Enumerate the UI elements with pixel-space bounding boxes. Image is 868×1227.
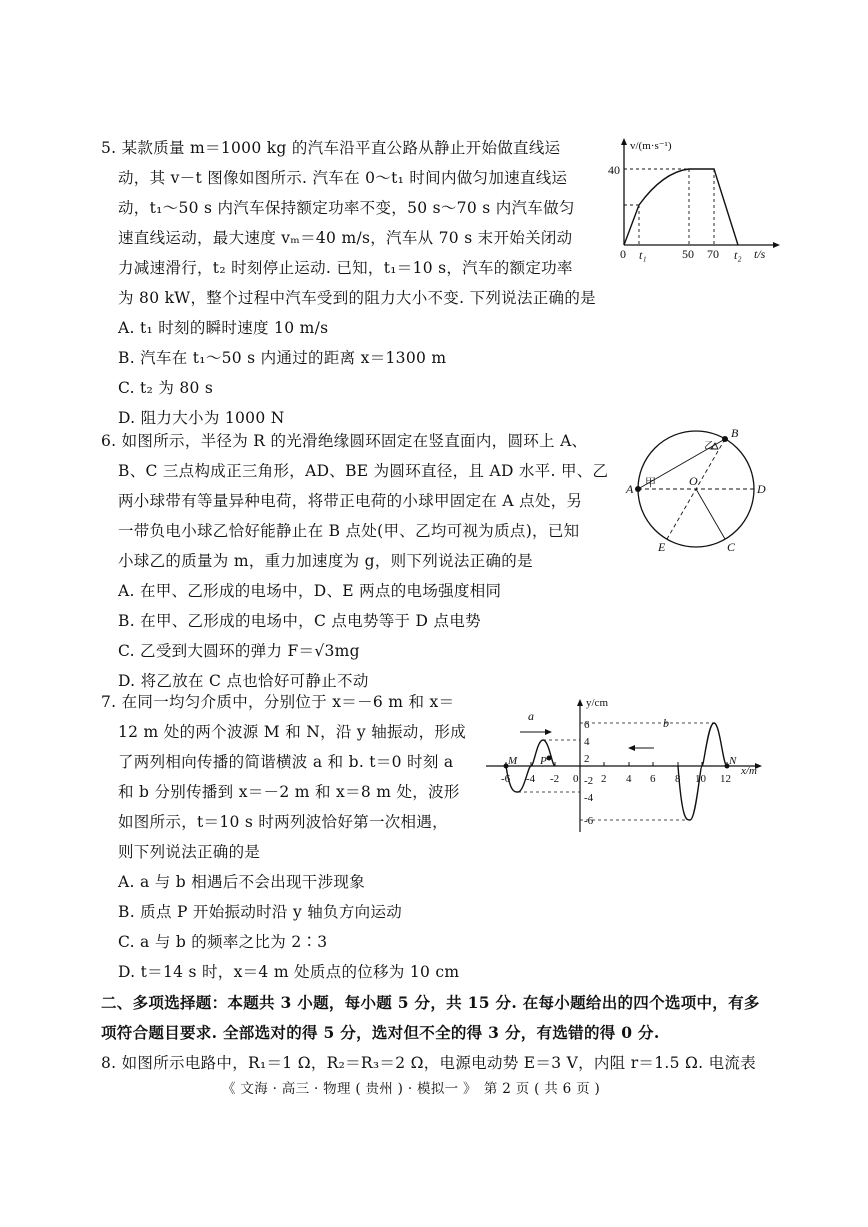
q7-x-tick-4: 4 — [626, 773, 632, 785]
q7-x-tick-neg2: -2 — [550, 773, 560, 785]
section2-heading-line-1: 二、多项选择题：本题共 3 小题，每小题 5 分，共 15 分. 在每小题给出的四个选项中，有多 — [101, 993, 760, 1012]
q5-option-b: B. 汽车在 t₁～50 s 内通过的距离 x＝1300 m — [118, 349, 447, 367]
q7-y-axis-label: y/cm — [586, 697, 608, 709]
q7-option-d: D. t＝14 s 时，x＝4 m 处质点的位移为 10 cm — [118, 963, 460, 981]
q7-label-wave-b: b — [663, 716, 669, 730]
q7-x-tick-neg6: -6 — [501, 773, 511, 785]
q5-vt-curve — [624, 169, 738, 245]
q7-option-c: C. a 与 b 的频率之比为 2∶3 — [118, 933, 328, 951]
q6-label-a: A — [626, 482, 634, 496]
q7-option-a: A. a 与 b 相遇后不会出现干涉现象 — [118, 873, 365, 891]
q7-line-4: 和 b 分别传播到 x＝－2 m 和 x＝8 m 处，波形 — [118, 783, 460, 801]
q7-x-tick-12: 12 — [720, 773, 731, 785]
q7-line-3: 了两列相向传播的简谐横波 a 和 b. t＝0 时刻 a — [118, 753, 454, 771]
q6-option-c: C. 乙受到大圆环的弹力 F＝√3mg — [118, 642, 360, 660]
q7-wave-graph — [482, 690, 772, 838]
q7-y-tick-neg6: -6 — [584, 815, 594, 827]
q5-origin-label: 0 — [620, 247, 626, 261]
q5-vt-graph — [608, 132, 788, 264]
q8-line-1: 8. 如图所示电路中，R₁＝1 Ω，R₂＝R₃＝2 Ω，电源电动势 E＝3 V，内阻 r＝1.5 Ω. 电流表 — [101, 1054, 756, 1072]
q5-y-tick-40: 40 — [608, 163, 620, 177]
q5-option-d: D. 阻力大小为 1000 N — [118, 409, 285, 427]
q7-wave-b — [678, 723, 727, 820]
q6-label-d: D — [757, 482, 766, 496]
q7-option-b: B. 质点 P 开始振动时沿 y 轴负方向运动 — [118, 903, 403, 921]
q5-y-axis-label: v/(m·s⁻¹) — [630, 140, 672, 152]
q5-line-1: 5. 某款质量 m＝1000 kg 的汽车沿平直公路从静止开始做直线运 — [101, 139, 561, 157]
q5-line-5: 力减速滑行，t₂ 时刻停止运动. 已知，t₁＝10 s，汽车的额定功率 — [118, 259, 573, 277]
q7-line-1: 7. 在同一均匀介质中，分别位于 x＝－6 m 和 x＝ — [101, 693, 455, 711]
q7-origin: 0 — [573, 773, 579, 785]
q7-label-n: N — [729, 755, 737, 767]
q7-y-tick-neg2: -2 — [584, 775, 594, 787]
q7-line-2: 12 m 处的两个波源 M 和 N，沿 y 轴振动，形成 — [118, 723, 467, 741]
q6-label-e: E — [658, 540, 666, 554]
q7-x-tick-neg4: -4 — [526, 773, 536, 785]
q7-y-tick-2: 2 — [584, 753, 590, 765]
q7-x-axis-label: x/m — [741, 765, 757, 777]
q6-line-3: 两小球带有等量异种电荷，将带正电荷的小球甲固定在 A 点处，另 — [118, 492, 583, 510]
q6-option-d: D. 将乙放在 C 点也恰好可静止不动 — [118, 672, 369, 690]
q7-line-5: 如图所示，t＝10 s 时两列波恰好第一次相遇， — [118, 813, 448, 831]
q7-y-tick-6: 6 — [584, 719, 590, 731]
q7-y-tick-4: 4 — [584, 736, 590, 748]
page-footer: 《 文海 · 高三 · 物理 ( 贵州 ) · 模拟一 》 第 2 页 ( 共 6 页 ) — [222, 1081, 601, 1097]
q5-x-axis-label: t/s — [754, 247, 766, 261]
q5-option-a: A. t₁ 时刻的瞬时速度 10 m/s — [118, 319, 329, 337]
q6-ring-figure — [625, 425, 775, 560]
q7-x-tick-10: 10 — [695, 773, 706, 785]
q7-x-tick-6: 6 — [650, 773, 656, 785]
q6-label-c: C — [727, 540, 736, 554]
q7-label-wave-a: a — [528, 709, 534, 723]
section2-heading-line-2: 项符合题目要求. 全部选对的得 5 分，选对但不全的得 3 分，有选错的得 0 分. — [101, 1023, 660, 1042]
q5-x-tick-50: 50 — [682, 247, 694, 261]
q5-line-6: 为 80 kW，整个过程中汽车受到的阻力大小不变. 下列说法正确的是 — [118, 289, 596, 307]
q6-line-1: 6. 如图所示，半径为 R 的光滑绝缘圆环固定在竖直面内，圆环上 A、 — [101, 432, 588, 450]
q6-line-5: 小球乙的质量为 m，重力加速度为 g，则下列说法正确的是 — [118, 552, 533, 570]
q5-x-tick-70: 70 — [707, 247, 719, 261]
q6-label-yi: 乙 — [704, 441, 714, 452]
q6-label-jia: 甲 — [645, 477, 656, 489]
q6-option-b: B. 在甲、乙形成的电场中，C 点电势等于 D 点电势 — [118, 612, 481, 630]
q7-line-6: 则下列说法正确的是 — [118, 843, 261, 861]
q5-line-4: 速直线运动，最大速度 vₘ＝40 m/s，汽车从 70 s 末开始关闭动 — [118, 229, 573, 247]
q7-x-tick-8: 8 — [675, 773, 681, 785]
q7-x-tick-2: 2 — [601, 773, 607, 785]
q5-x-tick-t1: t₁ — [639, 248, 647, 262]
q7-label-p: P — [540, 755, 547, 767]
q5-option-c: C. t₂ 为 80 s — [118, 379, 214, 397]
q6-line-2: B、C 三点构成正三角形，AD、BE 为圆环直径，且 AD 水平. 甲、乙 — [118, 462, 609, 480]
q6-option-a: A. 在甲、乙形成的电场中，D、E 两点的电场强度相同 — [118, 582, 502, 600]
q5-line-2: 动，其 v－t 图像如图所示. 汽车在 0～t₁ 时间内做匀加速直线运 — [118, 169, 568, 187]
q7-label-m: M — [508, 755, 518, 767]
q6-line-4: 一带负电小球乙恰好能静止在 B 点处(甲、乙均可视为质点)，已知 — [118, 522, 580, 540]
q6-label-o: O — [689, 474, 698, 488]
q7-y-tick-neg4: -4 — [584, 792, 594, 804]
q5-x-tick-t2: t₂ — [734, 248, 742, 262]
q6-label-b: B — [731, 426, 739, 440]
q5-line-3: 动，t₁～50 s 内汽车保持额定功率不变，50 s～70 s 内汽车做匀 — [118, 199, 575, 217]
